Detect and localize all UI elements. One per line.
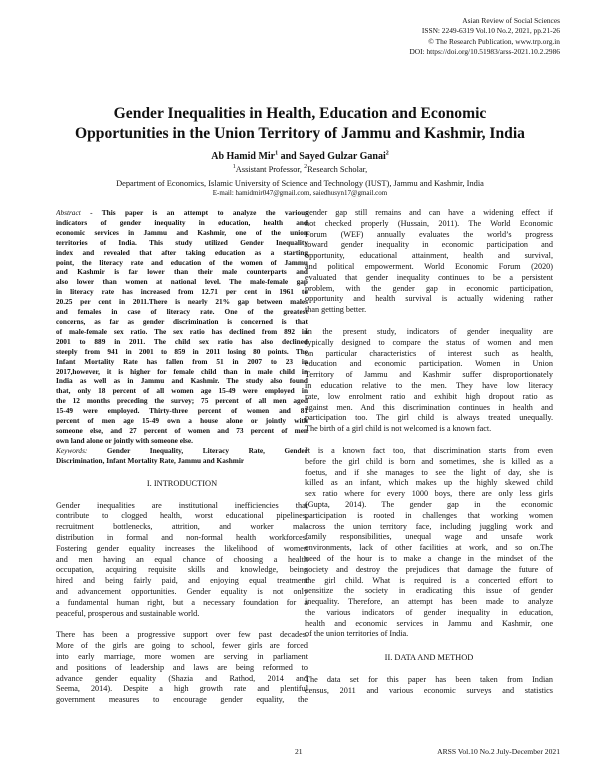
body-line: toward gender inequality in economic participation and xyxy=(305,240,553,250)
body-line: evaluated that gender inequality continues to be a persistent xyxy=(305,272,553,282)
body-line: the various indicators of gender inequality in education, xyxy=(305,607,553,617)
body-line: peaceful, prosperous and sustainable world. xyxy=(56,608,200,618)
body-line: In the present study, indicators of gender inequality are xyxy=(305,326,553,336)
body-line: family responsibilities, unequal wage and unsafe work xyxy=(305,532,553,542)
body-line: contribute to clogged health, worst educational pipelines, xyxy=(56,511,308,521)
body-line: occupation, acquiring requisite skills and knowledge, being xyxy=(56,565,308,575)
body-line: census, 2011 and various economic surveys and statistics xyxy=(305,686,553,696)
journal-publisher: © The Research Publication, www.trp.org.in xyxy=(428,36,560,46)
journal-issn: ISSN: 2249-6319 Vol.10 No.2, 2021, pp.21-26 xyxy=(421,26,560,36)
body-line: participation too. The girl child is always treated unequally. xyxy=(305,413,553,423)
body-line: (Gupta, 2014). The gender gap in the economic xyxy=(305,499,553,509)
author-name: Sayed Gulzar Ganai xyxy=(299,151,386,162)
body-line: health and economic services in Jammu and Kashmir, one xyxy=(305,618,553,628)
body-line: sex ratio where for every 1000 boys, there are only less girls xyxy=(305,489,553,499)
body-line: The birth of a girl child is not welcomed is a known fact. xyxy=(305,424,492,434)
body-line: problem, with the gender gap in economic participation, xyxy=(305,283,553,293)
abstract-line: also lower than women at national level. The male-female gap xyxy=(56,277,308,287)
journal-name: Asian Review of Social Sciences xyxy=(462,16,560,25)
body-line: Fostering gender equality increases the likelihood of women xyxy=(56,543,308,553)
body-line: hired and being fairly paid, and enjoying equal treatment xyxy=(56,576,308,586)
abstract-line: and females in case of literacy rate. One of the greatest xyxy=(56,307,308,317)
keywords-line: Discrimination, Infant Mortality Rate, Jammu and Kashmir xyxy=(56,455,245,465)
abstract-line: territories of India. This study utilized Gender Inequality xyxy=(56,237,308,247)
journal-issue: ARSS Vol.10 No.2 July-December 2021 xyxy=(437,747,560,756)
role-sup: 1 xyxy=(232,164,236,171)
abstract-line: index and revealed that after taking education as a starting xyxy=(56,247,308,257)
body-line: Seema, 2014). Despite a high growth rate and plentiful xyxy=(56,684,308,694)
abstract-line xyxy=(56,208,308,218)
author-sup: 1 xyxy=(275,150,279,157)
body-line: than getting better. xyxy=(305,305,367,315)
title-line: Gender Inequalities in Health, Education and Economic xyxy=(113,105,487,122)
abstract-line: 2017,however, it is higher for female child than in male child in xyxy=(56,366,308,376)
body-line: across the union territory face, including juggling work and xyxy=(305,521,553,531)
page-number: 21 xyxy=(295,747,303,756)
body-line: into early marriage, more women are serving in parliament xyxy=(56,651,308,661)
abstract-text: - This paper is an attempt to analyze the various xyxy=(80,208,308,217)
abstract-line: Infant Mortality Rate has fallen from 51 in 2007 to 23 in xyxy=(56,356,308,366)
keywords xyxy=(56,446,308,466)
body-line: typically designed to compare the status of women and men xyxy=(305,337,553,347)
abstract-line: own land alone or jointly with someone else. xyxy=(56,435,193,445)
body-line: killed as an infant, which makes up the highly skewed child xyxy=(305,478,553,488)
body-line: opportunity, educational attainment, health and survival, xyxy=(305,251,553,261)
author-sup: 2 xyxy=(385,150,389,157)
body-line: sensitize the society in eradicating this issue of gender xyxy=(305,586,553,596)
author-role: Assistant Professor, xyxy=(235,165,305,174)
left-column xyxy=(56,208,308,706)
author-roles xyxy=(40,164,560,175)
body-line: education and economic participation. Women in Union xyxy=(305,359,553,369)
abstract-line: and Kashmir is far lower than their male counterparts and xyxy=(56,267,308,277)
body-line: advance gender equality (Shazia and Rathod, 2014 and xyxy=(56,673,308,683)
keywords-text: Gender Inequality, Literacy Rate, Gender xyxy=(87,445,308,455)
abstract-line: that, only 18 percent of all women age 15-49 were employed in xyxy=(56,386,308,396)
body-line: opportunity and health survival is actually widening rather xyxy=(305,294,553,304)
abstract-line: 20.25 per cent in 2011.There is nearly 21% gap between males xyxy=(56,297,308,307)
body-line: not checked properly (Hussain, 2011). The World Economic xyxy=(305,218,553,228)
abstract xyxy=(56,208,308,446)
author-affiliation: Department of Economics, Islamic University of Science and Technology (IUST), Jammu and Kashmir, India xyxy=(116,179,484,188)
body-line: Territory of Jammu and Kashmir suffer disproportionately xyxy=(305,370,553,380)
author-list xyxy=(40,151,560,163)
right-column xyxy=(305,208,553,697)
body-line: and men having an equal chance of choosing a health xyxy=(56,554,308,564)
author-role: Research Scholar, xyxy=(307,165,368,174)
intro-paragraph xyxy=(56,501,308,620)
title-line: Opportunities in the Union Territory of Jammu and Kashmir, India xyxy=(75,125,525,142)
body-paragraph xyxy=(305,327,553,435)
section-heading-introduction: I. INTRODUCTION xyxy=(146,478,218,488)
body-line: need of the hour is to make a change in the mindset of the xyxy=(305,553,553,563)
body-line: government measures to encourage gender equality, the xyxy=(56,695,308,705)
body-line: Forum (WEF) annually evaluates the world’s progress xyxy=(305,229,553,239)
body-paragraph xyxy=(305,675,553,697)
body-line: rate, low enrolment ratio and exhibit high dropout ratio as xyxy=(305,391,553,401)
body-line: and advancement opportunities. Gender equality is not only xyxy=(56,586,308,596)
body-line: Gender inequalities are institutional inefficiencies that xyxy=(56,500,308,510)
body-paragraph xyxy=(305,208,553,316)
body-line: The data set for this paper has been taken from Indian xyxy=(305,675,553,685)
body-line: It is a known fact too, that discrimination starts from even xyxy=(305,445,553,455)
abstract-label: Abstract xyxy=(56,208,81,217)
body-line: environments, lack of other facilities at work, and so on.The xyxy=(305,543,553,553)
body-line: against men. And this discrimination continues in health and xyxy=(305,402,553,412)
author-name: Ab Hamid Mir xyxy=(211,151,276,162)
body-line: There has been a progressive support over few past decades. xyxy=(56,630,308,640)
author-conjunction: and xyxy=(278,151,300,162)
keywords-label: Keywords: xyxy=(56,445,88,455)
body-line: society and destroy the prejudices that damage the future of xyxy=(305,564,553,574)
abstract-line: someone else, and 27 percent of women and 73 percent of men xyxy=(56,425,308,435)
journal-doi: DOI: https://doi.org/10.51983/arss-2021.10.2.2986 xyxy=(409,47,560,57)
abstract-line: point, the literacy rate and education of the women of Jammu xyxy=(56,257,308,267)
body-paragraph xyxy=(305,446,553,640)
author-email: E-mail: hamidmir047@gmail.com, saiedhusyn17@gmail.com xyxy=(212,189,388,197)
abstract-line: 15-49 were employed. Thirty-three percent of women and 81 xyxy=(56,406,308,416)
abstract-line: economic services in Jammu and Kashmir, one of the union xyxy=(56,227,308,237)
body-line: a fundamental human right, but a necessary foundation for a xyxy=(56,597,308,607)
body-line: on particular characteristics of interest such as health, xyxy=(305,348,553,358)
body-line: inequality. Therefore, an attempt has been made to analyze xyxy=(305,597,553,607)
abstract-line: percent of men age 15-49 own a house alone or jointly with xyxy=(56,416,308,426)
body-line: and positions of leadership and laws are being reformed to xyxy=(56,662,308,672)
body-line: in education relative to the men. They have low literacy xyxy=(305,380,553,390)
body-line: distribution in formal and non-formal health workforces. xyxy=(56,532,308,542)
body-line: gender gap still remains and can have a widening effect if xyxy=(305,208,553,217)
role-sup: 2 xyxy=(304,164,308,171)
abstract-line: in literacy rate has increased from 12.71 per cent in 1961 to xyxy=(56,287,308,297)
abstract-line: steeply from 941 in 2001 to 859 in 2011 losing 80 points. The xyxy=(56,346,308,356)
abstract-line: of male-female sex ratio. The sex ratio has declined from 892 in xyxy=(56,326,308,336)
body-line: foetus, and if she manages to see the light of day, she is xyxy=(305,467,553,477)
paper-title xyxy=(40,104,560,144)
body-line: of the union territories of India. xyxy=(305,629,409,639)
body-line: More of the girls are going to school, fewer girls are forced xyxy=(56,641,308,651)
keywords-line xyxy=(56,446,308,456)
body-line: the girl child. What is required is a concerted effort to xyxy=(305,575,553,585)
body-line: recruitment bottlenecks, attrition, and worker mal- xyxy=(56,522,308,532)
abstract-line: concerns, as far as gender discrimination is concerned is that xyxy=(56,316,308,326)
journal-header xyxy=(260,16,560,58)
body-line: and political empowerment. World Economic Forum (2020) xyxy=(305,261,553,271)
abstract-line: India as well as in Jammu and Kashmir. The study also found xyxy=(56,376,308,386)
section-heading-data-method: II. DATA AND METHOD xyxy=(384,653,474,663)
abstract-line: the 12 months preceding the survey; 75 percent of all men aged xyxy=(56,396,308,406)
body-line: participation is rooted in challenges that working women xyxy=(305,510,553,520)
abstract-line: indicators of gender inequality in education, health and xyxy=(56,217,308,227)
abstract-line: 2001 to 889 in 2011. The child sex ratio has also declined xyxy=(56,336,308,346)
intro-paragraph xyxy=(56,630,308,706)
body-line: before the girl child is born and sometimes, she is killed as a xyxy=(305,456,553,466)
